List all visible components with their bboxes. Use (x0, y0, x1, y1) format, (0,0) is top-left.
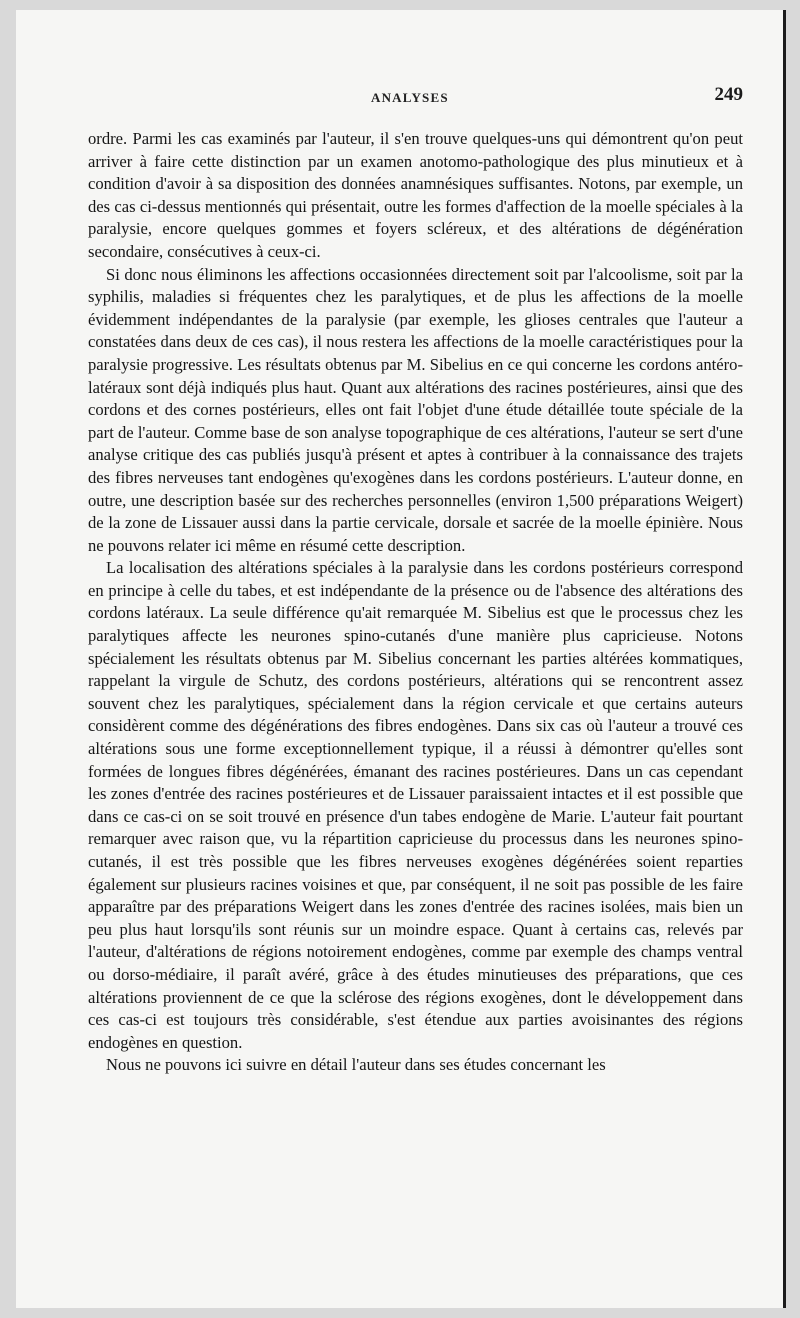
page-header (16, 82, 783, 112)
paragraph: La localisation des altérations spéciales à la paralysie dans les cordons postérieurs correspond en principe à celle du tabes, et est indépendante de la présence ou de l'absence des altérations des cordons latéraux. La seule différence qu'ait remarquée M. Sibelius est que le processus chez les paralytiques affecte les neurones spino-cutanés d'une manière plus capricieuse. Notons spécialement les résultats obtenus par M. Sibelius concernant les parties altérées kommatiques, rappelant la virgule de Schutz, des cordons postérieurs, altérations qui se rencontrent assez souvent chez les paralytiques, spécialement dans la région cervicale et que certains auteurs considèrent comme des dégénérations des fibres endogènes. Dans six cas où l'auteur a trouvé ces altérations sous une forme exceptionnellement typique, il a réussi à démontrer qu'elles sont formées de longues fibres dégénérées, émanant des racines postérieures. Dans un cas cependant les zones d'entrée des racines postérieures et de Lissauer paraissaient intactes et il est possible que dans ce cas-ci on se soit trouvé en présence d'un tabes endogène de Marie. L'auteur fait pourtant remarquer avec raison que, vu la répartition capricieuse du processus dans les neurones spino-cutanés, il est très possible que les fibres nerveuses exogènes dégénérées soient reparties également sur plusieurs racines voisines et que, par conséquent, il ne soit pas possible de les faire apparaître par des préparations Weigert dans les zones d'entrée des racines isolées, mais bien un peu plus haut lorsqu'ils sont réunis sur un moindre espace. Quant à certains cas, relevés par l'auteur, d'altérations de régions notoirement endogènes, comme par exemple des champs ventral ou dorso-médiaire, il paraît avéré, grâce à des études minutieuses des préparations, que ces altérations proviennent de ce que la sclérose des régions exogènes, dont le développement dans ces cas-ci est toujours très considérable, s'est étendue aux parties avoisinantes des régions endogènes en question. (88, 558, 743, 1052)
book-page (16, 10, 786, 1308)
paragraph: Nous ne pouvons ici suivre en détail l'auteur dans ses études concernant les (106, 1055, 606, 1075)
body-text (88, 128, 743, 1077)
page-number: 249 (714, 84, 743, 105)
paragraph: ordre. Parmi les cas examinés par l'auteur, il s'en trouve quelques-uns qui démontrent qu'on peut arriver à faire cette distinction par un examen anotomo-pathologique des plus minutieux et à condition d'avoir à sa disposition des données anamnésiques suffisantes. Notons, par exemple, un des cas ci-dessus mentionnés qui présentait, outre les formes d'affection de la moelle spéciales à la paralysie, encore quelques gommes et foyers scléreux, et des altérations de dégénération secondaire, consécutives à ceux-ci. (88, 129, 743, 261)
running-head: ANALYSES (371, 90, 449, 105)
paragraph: Si donc nous éliminons les affections occasionnées directement soit par l'alcoolisme, soit par la syphilis, maladies si fréquentes chez les paralytiques, et de plus les affections de la moelle évidemment indépendantes de la paralysie (par exemple, les glioses centrales que l'auteur a constatées dans deux de ces cas), il nous restera les affections de la moelle caractéristiques pour la paralysie progressive. Les résultats obtenus par M. Sibelius en ce qui concerne les cordons antéro-latéraux sont déjà indiqués plus haut. Quant aux altérations des racines postérieures, ainsi que des cordons et des cornes postérieurs, elles ont fait l'objet d'une étude détaillée toute spéciale de la part de l'auteur. Comme base de son analyse topographique de ces altérations, l'auteur se sert d'une analyse critique des cas publiés jusqu'à présent et aptes à contribuer à la connaissance des trajets des fibres nerveuses tant endogènes qu'exogènes dans les cordons postérieurs. L'auteur donne, en outre, une description basée sur des recherches personnelles (environ 1,500 préparations Weigert) de la zone de Lissauer aussi dans la partie cervicale, dorsale et sacrée de la moelle épinière. Nous ne pouvons relater ici même en résumé cette description. (88, 264, 743, 555)
